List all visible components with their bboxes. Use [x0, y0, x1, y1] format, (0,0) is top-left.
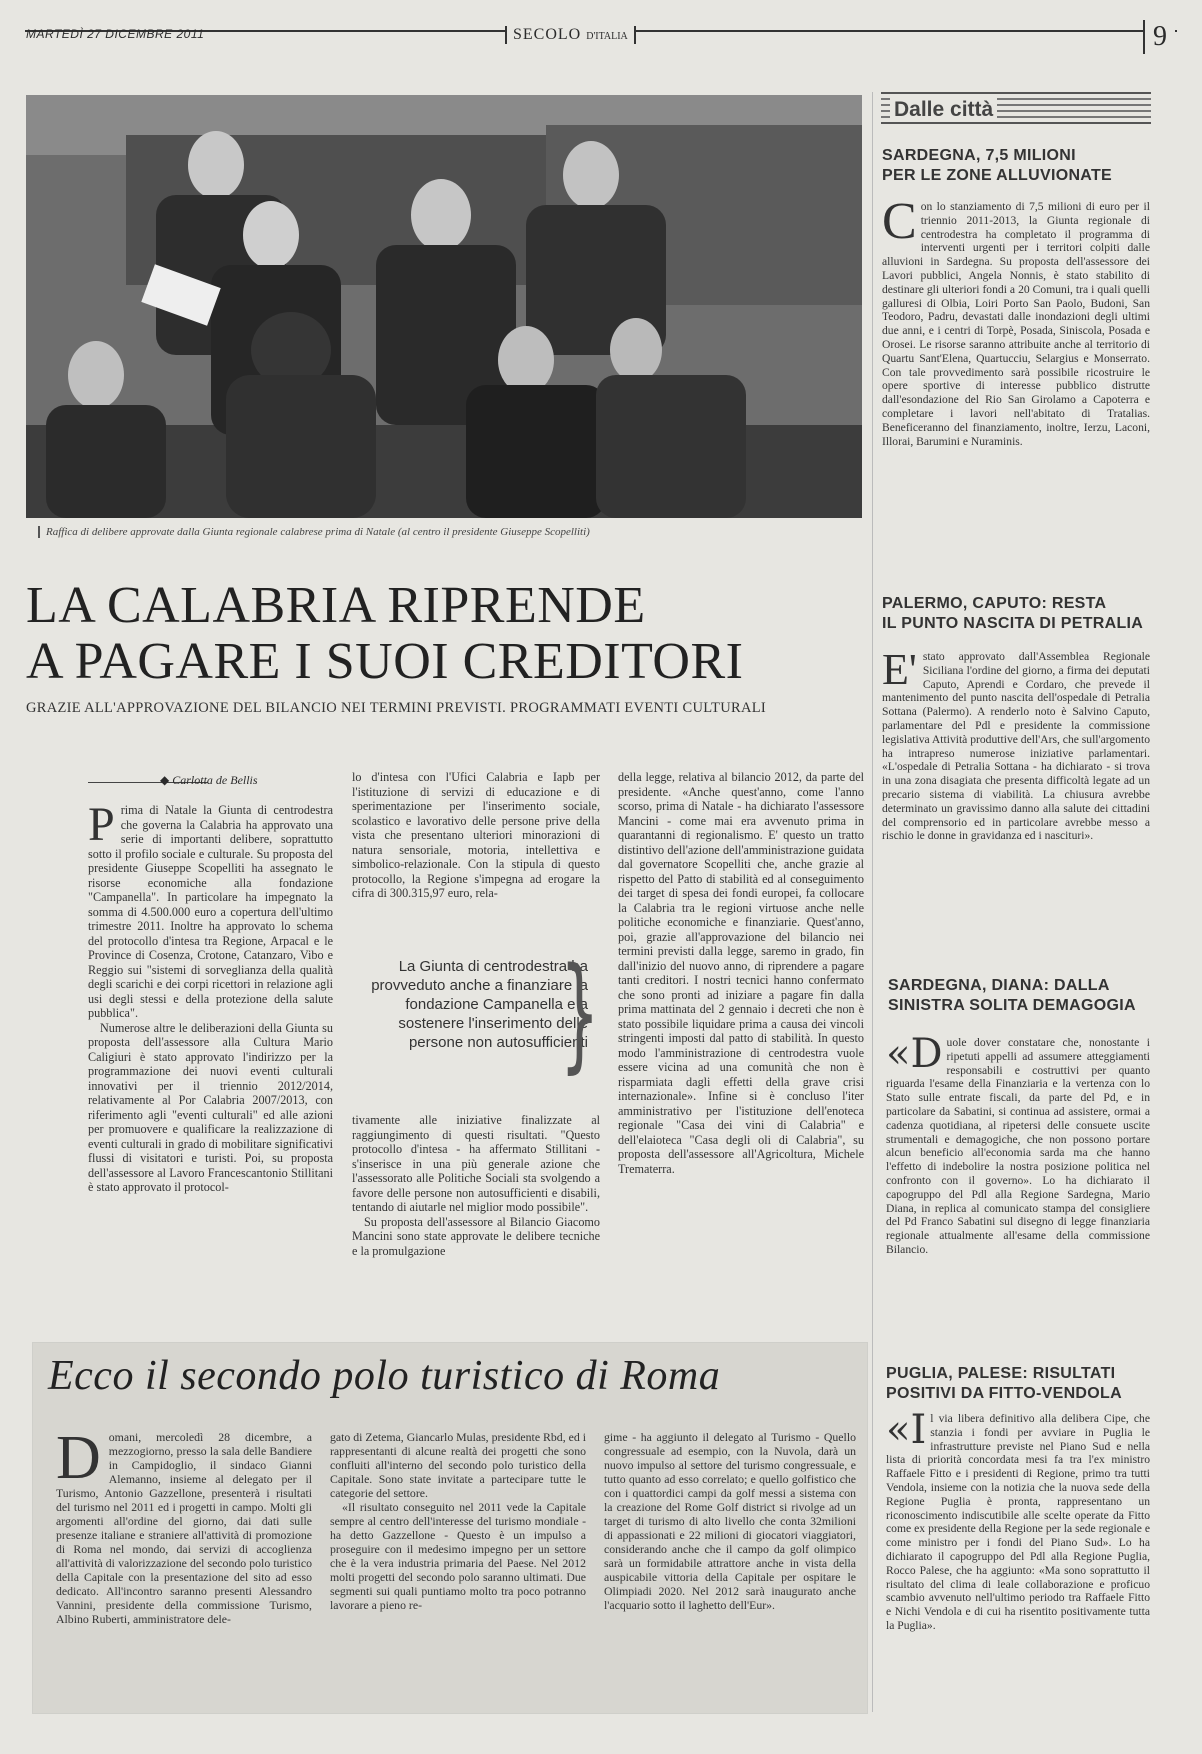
sidebar-title-line: PUGLIA, PALESE: RISULTATI	[886, 1365, 1116, 1382]
article-paragraph: gime - ha aggiunto il delegato al Turismo - Quello congressuale ad esempio, con la Nuvola, darà un nuovo impulso al settore del turismo congressuale, e tutto quanto ad esso correlato; e quello golfistico che con i quattordici campi da golf messi a sistema con la creazione del Rome Golf district si rivolge ad un target di turismo di alto livello che conta 32milioni di appassionati e 22 milioni di giocatori viaggiatori, considerando anche che il campo da golf olimpico sarà un formidabile attrattore anche in vista della auspicabile vittoria della Capitale per ospitare le Olimpiadi 2020. Nel 2012 sarà inaugurato anche l'acquario sotto il laghetto dell'Eur».	[604, 1430, 856, 1612]
article-paragraph: Su proposta dell'assessore al Bilancio Giacomo Mancini sono state approvate le delibere tecniche e la promulgazione	[352, 1214, 600, 1258]
pull-quote: La Giunta di centrodestra ha provveduto anche a finanziare la fondazione Campanella e a sostenere l'inserimento delle persone non autosufficienti	[371, 958, 588, 1051]
sidebar-item-title	[888, 976, 1152, 1016]
sidebar-title-line: POSITIVI DA FITTO-VENDOLA	[886, 1385, 1122, 1402]
photo-illustration	[26, 95, 862, 518]
sidebar-text: stato approvato dall'Assemblea Regionale Siciliana l'ordine del giorno, a firma dei deputati Caputo, Aprendi e Cordaro, che prevede il mantenimento del punto nascita dell'ospedale di Petralia Sottana (Palermo). A renderlo noto è Salvino Caputo, parlamentare del Pdl e presidente la commissione legislativa Attività produttive dell'Ars, che sull'argomento ha intrapreso numerose iniziative parlamentari. «L'ospedale di Petralia Sottana - ha dichiarato - si trova in una zona disagiata che presenta difficoltà legate ad un precario sistema di viabilità. La chiusura avrebbe determinato un gravissimo danno alla salute dei cittadini del comprensorio ed in particolare avrebbe messo a rischio le donne in gravidanza ed i nascituri».	[882, 650, 1150, 843]
byline-author: Carlotta de Bellis	[172, 773, 258, 787]
article-column-3	[618, 770, 864, 1176]
article-paragraph: rima di Natale la Giunta di centrodestra che governa la Calabria ha approvato una serie di importanti delibere, soprattutto sotto il profilo sociale e culturale. Su proposta del presidente Giuseppe Scopelliti ha assegnato le risorse economiche alla fondazione "Campanella". In particolare ha impegnato la somma di 4.500.000 euro a copertura dell'ultimo trimestre 2011. Inoltre ha approvato lo schema del protocollo d'intesa tra Regione, Arpacal e le Province di Cosenza, Crotone, Catanzaro, Vibo e Reggio sui "sistemi di sorveglianza della qualità degli scarichi e dei corpi ricettori in relazione agli usi degli stessi e della protezione della salute pubblica".	[88, 803, 333, 1020]
article-paragraph: della legge, relativa al bilancio 2012, da parte del presidente. «Anche quest'anno, come l'anno scorso, prima di Natale - ha dichiarato l'assessore Mancini - come mai era avvenuto prima in quarantanni di regionalismo. E' questo un tratto distintivo dell'azione dell'amministrazione guidata dal governatore Scopelliti che, anche grazie al rispetto del Patto di stabilità ed al conseguimento dei target di spesa dei fondi europei, fa collocare la Calabria tra le regioni virtuose anche nelle politiche economiche e finanziarie. Quest'anno, poi, grazie all'approvazione del bilancio nei termini previsti dalla legge, saremo in grado, fin dall'inizio del nuovo anno, di riprendere a pagare tanti creditori. I nostri tecnici hanno confermato che sono pronti ad iniziare a pagare fin dalla prima mattinata del 2 gennaio i decreti che non è stato possibile liquidare prima a causa dei vincoli stringenti imposti dal patto di stabilità. In questo modo l'amministrazione di centrodestra vuole essere vicina ad una comunità che non è risparmiata dagli effetti della grave crisi internazionale». Infine si è concluso l'iter amministrativo per l'istituzione dell'enoteca regionale "Casa dei vini di Calabria" e dell'elaioteca "Casa degli oli di Calabria", su proposta dell'assessore all'Agricoltura, Michele Trematerra.	[618, 770, 864, 1176]
article-column-2-top	[352, 770, 600, 901]
news-photo	[26, 95, 862, 518]
dropcap: «I	[886, 1407, 927, 1453]
sidebar-title-line: SARDEGNA, DIANA: DALLA	[888, 977, 1110, 994]
publication-suffix: D'ITALIA	[586, 31, 628, 42]
sidebar-item-title	[882, 146, 1152, 186]
photo-caption: Raffica di delibere approvate dalla Giunta regionale calabrese prima di Natale (al centro il presidente Giuseppe Scopelliti)	[38, 526, 590, 538]
headline-line-1: LA CALABRIA RIPRENDE	[26, 577, 646, 634]
sidebar-section-label: Dalle città	[890, 98, 997, 122]
article-paragraph: tivamente alle iniziative finalizzate al raggiungimento di questi risultati. "Questo protocollo d'intesa - ha affermato Stillitani - s'inserisce in una più generale azione che l'assessorato alle Politiche Sociali sta svolgendo a favore delle persone non autosufficienti e disabili, tentando di aiutarle nel miglior modo possibile".	[352, 1113, 600, 1214]
sidebar-divider	[872, 92, 873, 1712]
byline: ◆ Carlotta de Bellis	[160, 773, 258, 787]
sidebar-item-body	[886, 1407, 1150, 1633]
sidebar-item-body	[882, 193, 1150, 448]
sidebar-title-line: SINISTRA SOLITA DEMAGOGIA	[888, 997, 1136, 1014]
headline-line-2: A PAGARE I SUOI CREDITORI	[26, 633, 744, 690]
sidebar-item-body	[882, 645, 1150, 843]
dropcap: E'	[882, 645, 917, 694]
dropcap: P	[88, 798, 115, 851]
issue-date: MARTEDÌ 27 DICEMBRE 2011	[26, 27, 205, 41]
pull-quote-brace: }	[560, 942, 600, 1086]
article-paragraph: lo d'intesa con l'Ufici Calabria e Iapb per l'istituzione di servizi di educazione e di sperimentazione per l'inserimento sociale, scolastico e lavorativo delle persone prive della vista che presentano ulteriori minorazioni di natura sensoriale, motoria, intellettiva e simbolico-relazionale. Con la stipula di questo protocollo, la Regione s'impegna ad erogare la cifra di 300.315,97 euro, rela-	[352, 770, 600, 900]
roma-column-3	[604, 1430, 856, 1612]
sidebar-item-title	[886, 1364, 1152, 1404]
page-number: 9	[1143, 20, 1175, 54]
article-paragraph: Numerose altre le deliberazioni della Giunta su proposta dell'assessore alla Cultura Mario Caligiuri è stato approvato l'indirizzo per la programmazione dei nuovi eventi culturali innovativi per il triennio 2012/2014, relativamente al Por Calabria 2007/2013, con riferimento agli "eventi culturali" ed alle azioni per promuovere e qualificare la realizzazione di eventi culturali in grado di mobilitare significativi flussi di visitatori e turisti. Poi, su proposta dell'assessore al Lavoro Francescantonio Stillitani è stato approvato il protocol-	[88, 1020, 333, 1194]
roma-article-title: Ecco il secondo polo turistico di Roma	[48, 1353, 721, 1399]
dropcap: «D	[886, 1031, 943, 1077]
sidebar-text: l via libera definitivo alla delibera Cipe, che stanzia i fondi per avviare in Puglia le infrastrutture previste nel Piano Sud e nella lista di priorità concordata mesi fa tra l'ex ministro Raffaele Fitto e i presidenti di Regione, primo tra tutti Vendola, insieme con la notizia che la nuova sede della Regione Puglia è pronta, rappresentano un riconoscimento indiscutibile alle scelte operate da Fitto come ex presidente della Regione per la sede regionale e come ministro per i fondi del Piano Sud». Lo ha dichiarato il capogruppo del Pdl alla Regione Puglia, Rocco Palese, che ha aggiunto: «Ma sono soprattutto il risultato del clima di leale collaborazione e proficuo scambio avvenuto nell'ultimo periodo tra Raffaele Fitto e Nichi Vendola e di cui ha risentito positivamente tutta la Puglia».	[886, 1412, 1150, 1632]
sidebar-text: uole dover constatare che, nonostante i ripetuti appelli ad assumere atteggiamenti responsabili e costruttivi per quanto riguarda l'esame della Finanziaria e la vertenza con lo Stato sulle entrate fiscali, da parte del Pd, e in particolare da Sabatini, si continua ad assistere, ormai a cadenza quotidiana, al ripetersi delle consuete uscite strumentali e demagogiche, che non possono portare alcun beneficio all'economia sarda ma che hanno l'effetto di indebolire la nostra posizione politica nel confronto con il governo». Lo ha dichiarato il capogruppo del Pdl alla Regione Sardegna, Mario Diana, in replica al comunicato stampa del consigliere del Pd Franco Sabatini sul disegno di legge finanziaria regionale attualmente all'esame della commissione Bilancio.	[886, 1036, 1150, 1256]
dropcap: D	[56, 1424, 101, 1492]
article-column-1	[88, 798, 333, 1195]
roma-column-1	[56, 1424, 312, 1626]
subheadline: GRAZIE ALL'APPROVAZIONE DEL BILANCIO NEI TERMINI PREVISTI. PROGRAMMATI EVENTI CULTURALI	[26, 700, 766, 716]
sidebar-title-line: PALERMO, CAPUTO: RESTA	[882, 595, 1107, 612]
sidebar-title-line: IL PUNTO NASCITA DI PETRALIA	[882, 615, 1144, 632]
roma-column-2	[330, 1430, 586, 1612]
sidebar-text: on lo stanziamento di 7,5 milioni di euro per il triennio 2011-2013, la Giunta regionale di centrodestra ha completato il programma di interventi urgenti per i territori colpiti dalle alluvioni in Sardegna. Su proposta dell'assessore dei Lavori pubblici, Angela Nonnis, è stato stabilito di destinare gli ulteriori fondi a 20 Comuni, tra i quali quelli galluresi di Olbia, Loiri Porto San Paolo, Budoni, San Teodoro, Padru, devastati dalle inondazioni degli ultimi due anni, e i centri di Torpè, Posada, Siniscola, Posada e Orosei. Le risorse saranno attribuite anche al territorio di Quartu Sant'Elena, Quartucciu, Selargius e Monserrato. Con tale provvedimento sarà possibile ricostruire le opere sportive di interesse pubblico distrutte dall'esondazione del Rio San Girolamo a Capoterra e completare i lavori nell'abitato di Tratalias. Beneficeranno del finanziamento, inoltre, Ierzu, Laconi, Illorai, Barumini e Nuraminis.	[882, 200, 1150, 448]
article-column-2-bottom	[352, 1113, 600, 1258]
sidebar-title-line: SARDEGNA, 7,5 MILIONI	[882, 147, 1076, 164]
sidebar-item-body	[886, 1031, 1150, 1257]
main-headline	[26, 578, 866, 690]
dropcap: C	[882, 193, 917, 250]
publication-name	[505, 26, 636, 44]
publication-title: SECOLO	[513, 26, 582, 43]
article-paragraph: omani, mercoledì 28 dicembre, a mezzogiorno, presso la sala delle Bandiere in Campidoglio, il sindaco Gianni Alemanno, insieme al delegato per il Turismo, Antonio Gazzellone, presenterà i risultati del turismo nel 2011 ed i progetti in campo. Molti gli argomenti all'ordine del giorno, dai dati sulle presenze italiane e straniere all'attività di promozione di Roma nel mondo, dai servizi di accoglienza all'attività di valorizzazione del secondo polo turistico della Capitale con la presentazione del sito ad esso dedicato. All'incontro saranno presenti Alessandro Vannini, presidente della commissione Turismo, Albino Ruberti, amministratore dele-	[56, 1430, 312, 1626]
sidebar-title-line: PER LE ZONE ALLUVIONATE	[882, 167, 1113, 184]
article-paragraph: «Il risultato conseguito nel 2011 vede la Capitale sempre al centro dell'interesse del turismo mondiale - ha detto Gazzellone - Questo è un impulso a proseguire con il medesimo impegno per un settore che è la vera industria primaria del Paese. Nel 2012 molti progetti del secondo polo saranno ultimati. Due segmenti sui quali puntiamo molto tra poco potranno lavorare a pieno re-	[330, 1500, 586, 1612]
article-paragraph: gato di Zetema, Giancarlo Mulas, presidente Rbd, ed i rappresentanti di alcune realtà dei progetti che sono confluiti all'interno del secondo polo turistico della Capitale. Sono state invitate a partecipare tutte le categorie del settore.	[330, 1430, 586, 1500]
sidebar-item-title	[882, 594, 1152, 634]
